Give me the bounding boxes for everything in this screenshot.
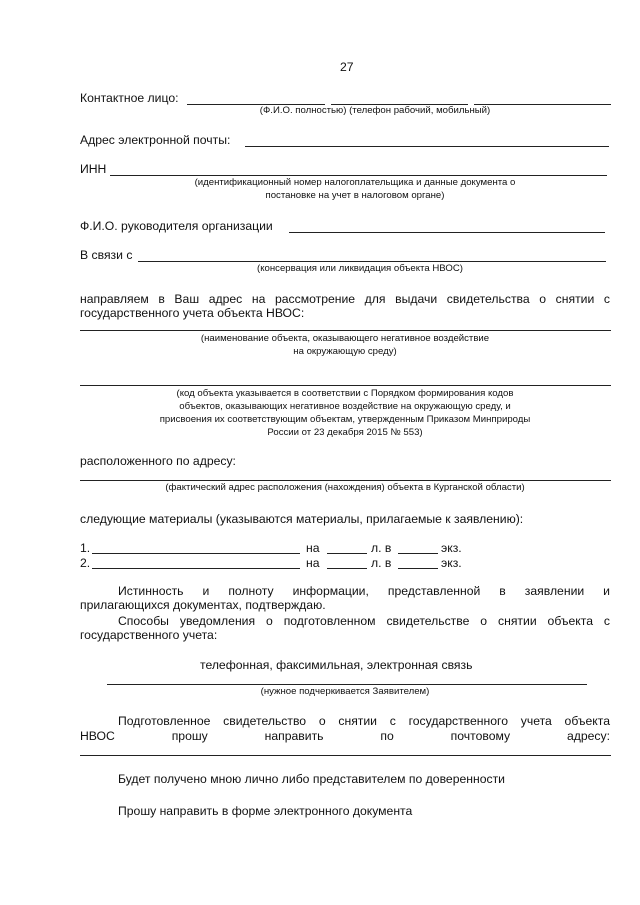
material-2-on: на (306, 556, 320, 570)
inn-field[interactable] (110, 175, 607, 176)
request-line2: государственного учета объекта НВОС: (80, 306, 305, 320)
address-note: (фактический адрес расположения (нахождения) объекта в Курганской области) (165, 482, 525, 493)
object-code-note-line1: (код объекта указывается в соответствии с Порядком формирования кодов (176, 388, 514, 399)
material-1-sheets-field[interactable] (327, 553, 367, 554)
request-line1: направляем в Ваш адрес на рассмотрение для выдачи свидетельства о снятии с (80, 292, 610, 306)
object-code-field[interactable] (80, 385, 611, 386)
notify-options-underline (107, 684, 587, 685)
material-2-copies-field[interactable] (398, 568, 438, 569)
address-field[interactable] (80, 480, 611, 481)
email-field[interactable] (245, 146, 609, 147)
inn-note-line2: постановке на учет в налоговом органе) (265, 190, 445, 201)
notify-line1: Способы уведомления о подготовленном свидетельстве о снятии объекта с (118, 614, 610, 628)
object-name-note-line2: на окружающую среду) (293, 346, 397, 357)
confirm-line2: прилагающихся документах, подтверждаю. (80, 598, 326, 612)
material-1-sheets-label: л. в (371, 541, 392, 555)
material-2-num: 2. (80, 556, 91, 570)
address-label: расположенного по адресу: (80, 454, 236, 468)
object-name-note-line1: (наименование объекта, оказывающего негативное воздействие (200, 333, 490, 344)
confirm-line1: Истинность и полноту информации, представленной в заявлении и (118, 584, 610, 598)
reason-note: (консервация или ликвидация объекта НВОС) (257, 263, 463, 274)
option-electronic[interactable]: Прошу направить в форме электронного документа (118, 804, 413, 818)
reason-label: В связи с (80, 248, 133, 262)
inn-note-line1: (идентификационный номер налогоплательщика и данные документа о (194, 177, 516, 188)
page-number: 27 (340, 60, 354, 74)
notify-options[interactable]: телефонная, факсимильная, электронная связь (200, 658, 473, 672)
delivery-line1: Подготовленное свидетельство о снятии с государственного учета объекта (118, 714, 610, 728)
material-1-on: на (306, 541, 320, 555)
contact-note: (Ф.И.О. полностью) (телефон рабочий, мобильный) (259, 105, 491, 116)
object-code-note-line2: объектов, оказывающих негативное воздействие на окружающую среду, и (179, 401, 511, 412)
notify-line2: государственного учета: (80, 628, 218, 642)
material-2-sheets-label: л. в (371, 556, 392, 570)
material-2-name-field[interactable] (92, 568, 300, 569)
object-name-field[interactable] (80, 330, 611, 331)
delivery-line2: НВОС прошу направить по почтовому адресу: (80, 729, 610, 743)
object-code-note-line4: России от 23 декабря 2015 № 553) (267, 427, 423, 438)
delivery-address-field[interactable] (80, 755, 611, 756)
material-2-sheets-field[interactable] (327, 568, 367, 569)
contact-label: Контактное лицо: (80, 91, 179, 105)
material-1-num: 1. (80, 541, 91, 555)
notify-note: (нужное подчеркивается Заявителем) (260, 686, 430, 697)
director-field[interactable] (289, 232, 605, 233)
materials-intro: следующие материалы (указываются материалы, прилагаемые к заявлению): (80, 512, 524, 526)
material-1-copies-field[interactable] (398, 553, 438, 554)
material-2-copies-label: экз. (441, 556, 462, 570)
director-label: Ф.И.О. руководителя организации (80, 219, 273, 233)
reason-field[interactable] (138, 261, 606, 262)
option-personal[interactable]: Будет получено мною лично либо представителем по доверенности (118, 772, 505, 786)
material-1-copies-label: экз. (441, 541, 462, 555)
inn-label: ИНН (80, 162, 107, 176)
object-code-note-line3: присвоения их соответствующим объектам, утвержденным Приказом Минприроды (159, 414, 531, 425)
email-label: Адрес электронной почты: (80, 133, 231, 147)
material-1-name-field[interactable] (92, 553, 300, 554)
